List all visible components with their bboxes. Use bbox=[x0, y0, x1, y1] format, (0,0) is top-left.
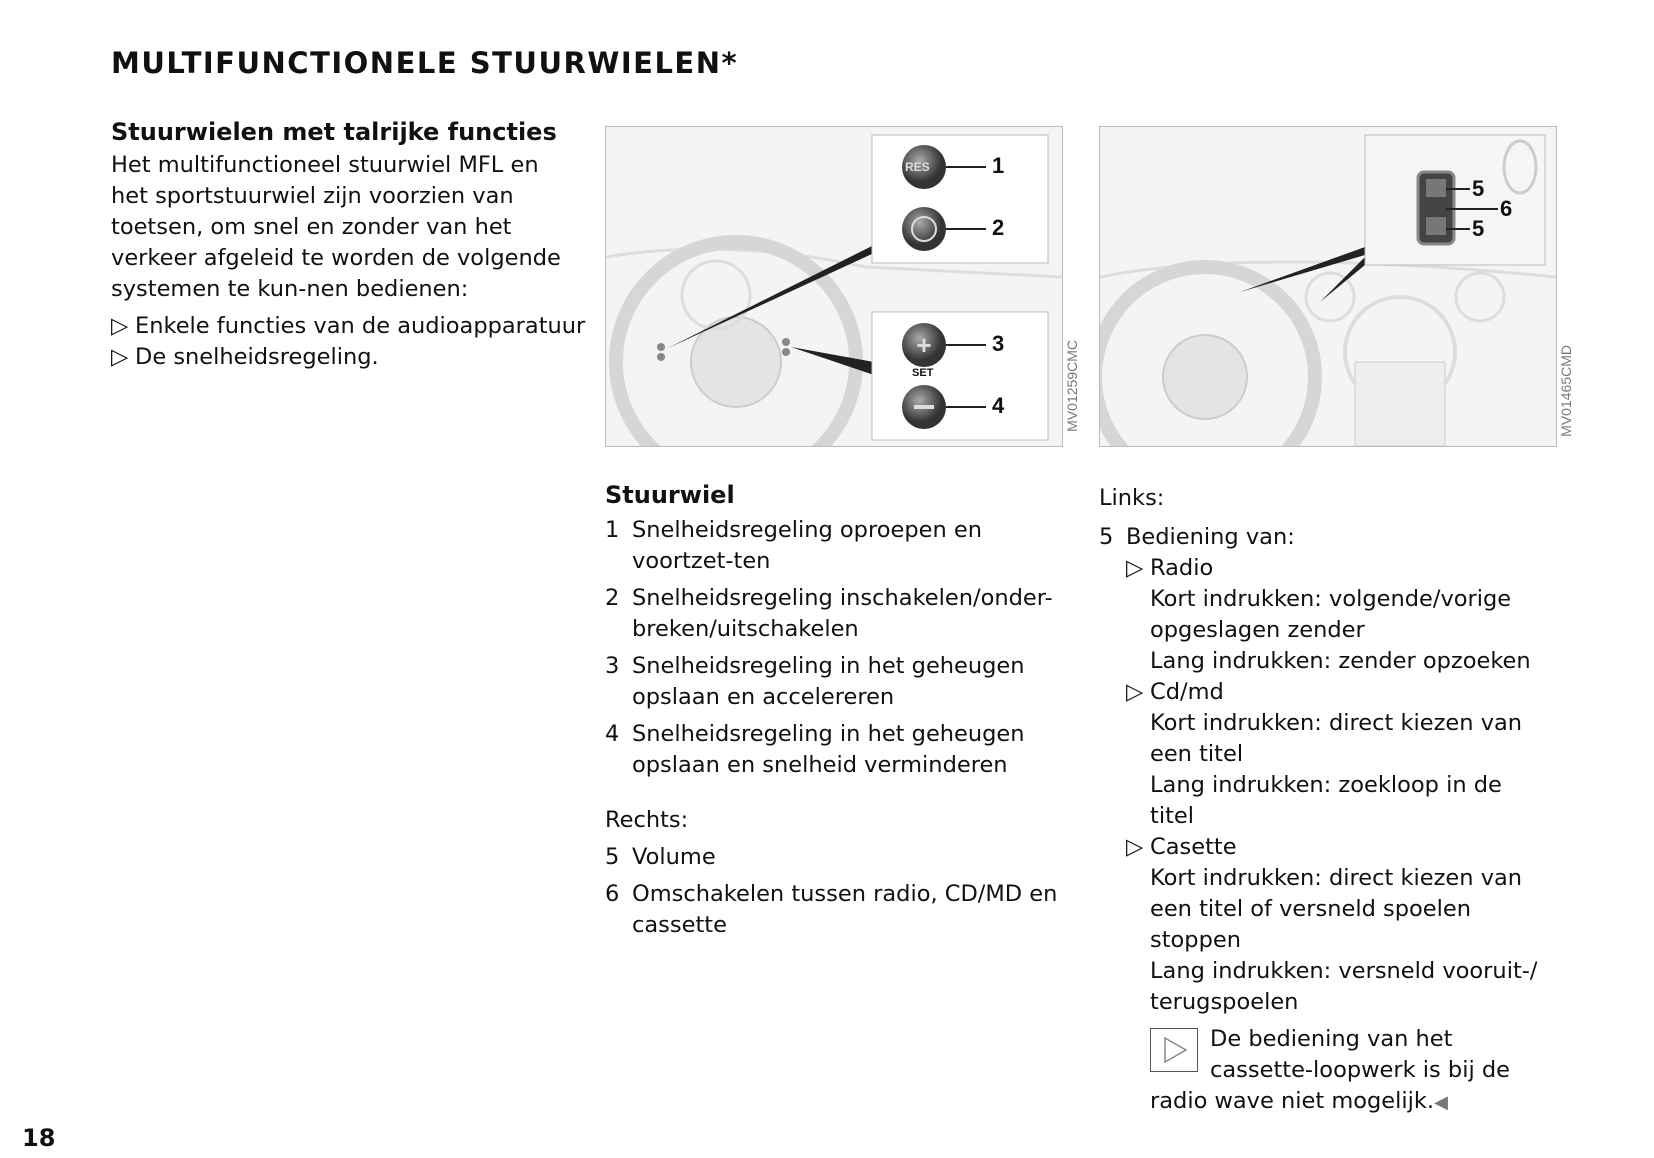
left-label: Links: bbox=[1099, 485, 1165, 511]
item-text: Snelheidsregeling in het geheugen opslaan en snelheid verminderen bbox=[632, 721, 1025, 778]
end-mark-icon: ◀ bbox=[1434, 1092, 1448, 1113]
group-cdmd bbox=[1126, 677, 1546, 832]
intro-section bbox=[111, 118, 591, 373]
group-line: Kort indrukken: direct kiezen van een titel bbox=[1150, 710, 1523, 767]
item-number: 2 bbox=[605, 585, 620, 611]
group-line: Kort indrukken: volgende/vorige opgeslagen zender bbox=[1150, 586, 1512, 643]
steering-column-drawing bbox=[1100, 127, 1556, 446]
intro-bullets bbox=[111, 311, 591, 373]
group-radio bbox=[1126, 553, 1546, 677]
bullet-text: Enkele functies van de audioapparatuur bbox=[135, 313, 586, 339]
item-text: Omschakelen tussen radio, CD/MD en cassette bbox=[632, 881, 1058, 938]
page-number: 18 bbox=[22, 1124, 56, 1152]
triangle-bullet-icon: ▷ bbox=[1126, 834, 1144, 860]
item-text: Snelheidsregeling inschakelen/onder-breken/uitschakelen bbox=[632, 585, 1053, 642]
group-line: Lang indrukken: zender opzoeken bbox=[1150, 648, 1531, 674]
list-item bbox=[605, 583, 1080, 645]
triangle-bullet-icon: ▷ bbox=[111, 313, 129, 339]
steering-column-illustration bbox=[1099, 126, 1557, 447]
figure-code: MV01465CMD bbox=[1558, 345, 1574, 437]
callout-6: 6 bbox=[1500, 196, 1513, 221]
group-line: Lang indrukken: versneld vooruit-/ terugspoelen bbox=[1150, 958, 1538, 1015]
list-item bbox=[111, 311, 591, 342]
group-line: Kort indrukken: direct kiezen van een titel of versneld spoelen stoppen bbox=[1150, 865, 1523, 953]
list-item bbox=[605, 842, 1080, 873]
left-controls-section bbox=[1099, 483, 1569, 1118]
list-item bbox=[1099, 522, 1569, 553]
figure-code: MV01259CMC bbox=[1064, 340, 1080, 432]
group-line: Lang indrukken: zoekloop in de titel bbox=[1150, 772, 1502, 829]
triangle-bullet-icon: ▷ bbox=[1126, 679, 1144, 705]
triangle-bullet-icon: ▷ bbox=[1126, 555, 1144, 581]
item-number: 1 bbox=[605, 517, 620, 543]
callout-5-bottom: 5 bbox=[1472, 216, 1485, 241]
list-item bbox=[605, 879, 1080, 941]
sub-list bbox=[1126, 553, 1546, 1118]
page-title: MULTIFUNCTIONELE STUURWIELEN* bbox=[111, 46, 739, 80]
steering-wheel-section bbox=[605, 480, 1080, 947]
group-name: Cd/md bbox=[1150, 679, 1224, 705]
svg-text:+: + bbox=[916, 330, 932, 360]
callout-1: 1 bbox=[992, 153, 1005, 178]
callout-4: 4 bbox=[992, 393, 1005, 418]
item-text: Snelheidsregeling in het geheugen opslaan en accelereren bbox=[632, 653, 1025, 710]
item-number: 4 bbox=[605, 721, 620, 747]
callout-3: 3 bbox=[992, 331, 1005, 356]
group-name: Casette bbox=[1150, 834, 1237, 860]
group-cassette bbox=[1126, 832, 1546, 1018]
item-number: 3 bbox=[605, 653, 620, 679]
list-item bbox=[605, 651, 1080, 713]
triangle-bullet-icon: ▷ bbox=[111, 344, 129, 370]
note bbox=[1150, 1024, 1546, 1118]
list-item bbox=[605, 515, 1080, 577]
list-item bbox=[111, 342, 591, 373]
group-name: Radio bbox=[1150, 555, 1214, 581]
intro-text: Het multifunctioneel stuurwiel MFL en het sportstuurwiel zijn voorzien van toetsen, om snel en zonder van het verkeer afgeleid te worden de volgende systemen te kun-nen bedienen: bbox=[111, 152, 561, 302]
steering-wheel-illustration bbox=[605, 126, 1063, 447]
right-label: Rechts: bbox=[605, 807, 689, 833]
item-text: Snelheidsregeling oproepen en voortzet-ten bbox=[632, 517, 982, 574]
item-number: 5 bbox=[1099, 524, 1114, 550]
note-icon bbox=[1150, 1028, 1198, 1072]
res-label: RES bbox=[905, 160, 930, 174]
item-number: 6 bbox=[605, 881, 620, 907]
callout-2: 2 bbox=[992, 215, 1005, 240]
item-text: Bediening van: bbox=[1126, 524, 1295, 550]
bullet-text: De snelheidsregeling. bbox=[135, 344, 379, 370]
list-item bbox=[605, 719, 1080, 781]
callout-5-top: 5 bbox=[1472, 176, 1485, 201]
set-label: SET bbox=[912, 367, 934, 379]
section-heading: Stuurwiel bbox=[605, 481, 735, 509]
note-text: De bediening van het cassette-loopwerk is bij de radio wave niet mogelijk. bbox=[1150, 1026, 1510, 1114]
item-text: Volume bbox=[632, 844, 716, 870]
item-number: 5 bbox=[605, 844, 620, 870]
intro-heading: Stuurwielen met talrijke functies bbox=[111, 118, 557, 146]
